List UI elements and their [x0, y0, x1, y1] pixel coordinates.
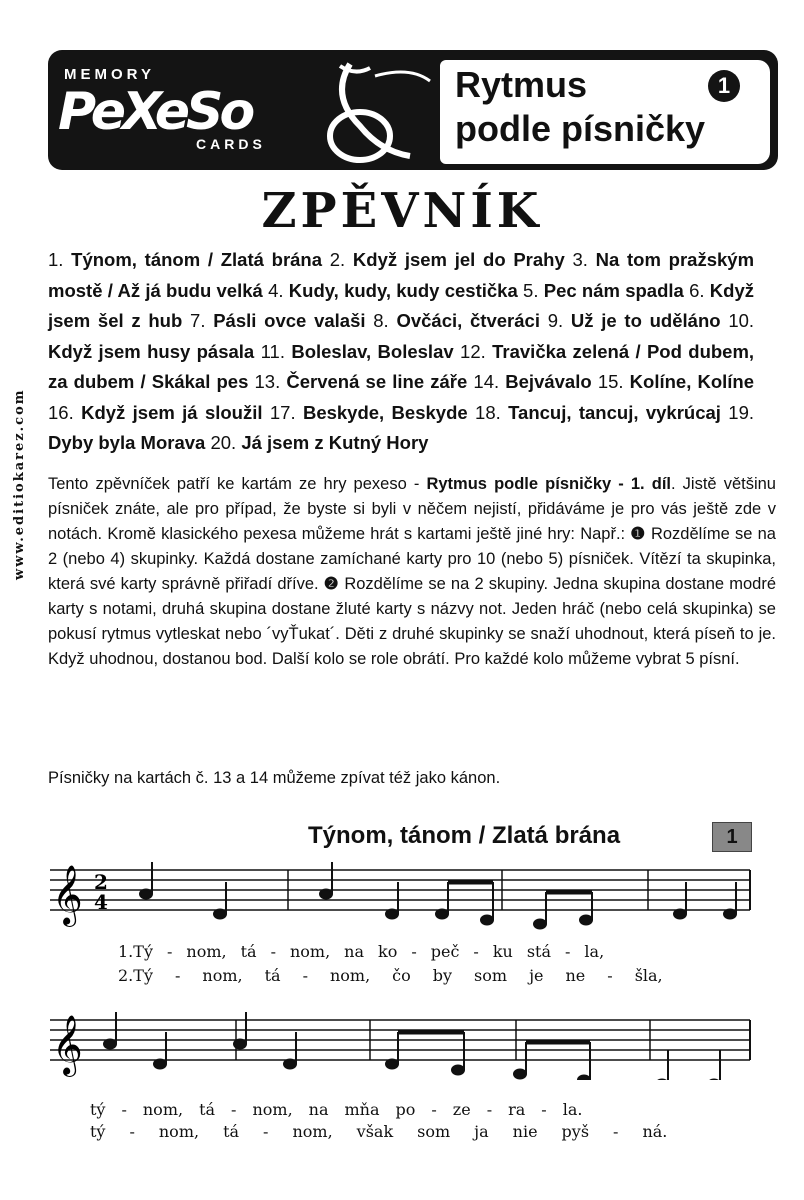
lyric-syllable: -: [174, 966, 181, 985]
lyric-syllable: tá: [264, 966, 281, 985]
lyric-syllable: tá: [223, 1122, 240, 1141]
lyric-syllable: stá: [526, 942, 552, 961]
lyric-syllable: 1.Tý: [118, 942, 153, 961]
lyric-syllable: nom,: [292, 1122, 333, 1141]
song-number: 17.: [269, 401, 303, 423]
treble-clef-icon-2: 𝄞: [52, 1015, 83, 1075]
song-number: 14.: [473, 371, 506, 392]
song-title-item: Pec nám spadla: [543, 279, 684, 301]
lyric-syllable: nom,: [158, 1122, 200, 1141]
lyric-syllable: ko: [378, 942, 398, 961]
lyric-syllable: som: [474, 966, 508, 985]
song-number: 20.: [210, 432, 242, 453]
description-game-1: Rozdělíme se na 2 (nebo 4) skupinky. Každá dostane zamíchané karty pro 10 (nebo 5) písniček. Vítězí ta skupinka, která své karty správně přiřadí dříve.: [48, 525, 776, 593]
marker-two: ❷: [323, 575, 340, 593]
description-title: Rytmus podle písničky - 1. díl: [426, 475, 671, 493]
lyric-syllable: tá: [240, 942, 257, 961]
canon-note: Písničky na kartách č. 13 a 14 můžeme zpívat též jako kánon.: [48, 769, 501, 787]
lyrics-row1-line1: [118, 942, 618, 961]
lyric-syllable: som: [417, 1122, 451, 1141]
lyric-syllable: -: [613, 1122, 619, 1141]
lyric-syllable: však: [356, 1122, 394, 1141]
song-number: 5.: [523, 279, 544, 301]
lyric-syllable: na: [344, 942, 365, 961]
lyric-syllable: ná.: [642, 1122, 668, 1141]
part-number-badge: 1: [708, 70, 740, 102]
music-staff-2: [50, 1010, 760, 1080]
song-title-item: Dyby byla Morava: [48, 432, 206, 453]
song-title-item: Beskyde, Beskyde: [302, 401, 468, 423]
lyric-syllable: -: [121, 1100, 127, 1119]
song-number: 9.: [547, 310, 571, 331]
song-title: Týnom, tánom / Zlatá brána: [308, 822, 621, 849]
lyric-syllable: la,: [584, 942, 605, 961]
lyric-syllable: ra: [508, 1100, 526, 1119]
lyric-syllable: po: [395, 1100, 416, 1119]
side-url: www.editiokarez.com: [12, 388, 27, 580]
song-title-item: Červená se line záře: [286, 371, 468, 392]
lyric-syllable: -: [129, 1122, 135, 1141]
lyric-syllable: -: [166, 942, 173, 961]
song-number: 10.: [728, 310, 755, 331]
lyric-syllable: nie: [512, 1122, 538, 1141]
song-number: 6.: [689, 279, 710, 301]
lyric-syllable: -: [231, 1100, 237, 1119]
description-game-2: Rozdělíme se na 2 skupiny. Jedna skupina dostane modré karty s notami, druhá skupina dostane žluté karty s názvy not. Jeden hráč (nebo celá skupinka) se pokusí rytmus vytleskat nebo ´vyŤukat´. Děti z druhé skupinky se snaží uhodnout, která píseň to je. Když uhodnou, dostanou bod. Další kolo se role obrátí. Pro každé kolo můžeme vybrat 5 písní.: [48, 575, 777, 668]
lyric-syllable: ze: [452, 1100, 471, 1119]
title-line-2: podle písničky: [455, 108, 706, 149]
lyric-syllable: by: [432, 966, 453, 985]
song-title-item: Tancuj, tancuj, vykrúcaj: [508, 401, 721, 423]
song-title-item: Když jsem jel do Prahy: [352, 249, 565, 270]
song-title-item: Pásli ovce valaši: [213, 310, 366, 331]
lyric-syllable: nom,: [252, 1100, 293, 1119]
lyric-syllable: čo: [392, 966, 411, 985]
song-title-item: Už je to uděláno: [570, 310, 721, 331]
song-number: 1.: [48, 249, 72, 270]
lyric-syllable: -: [302, 966, 308, 985]
lyric-syllable: 2.Tý: [118, 966, 153, 985]
lyric-syllable: -: [263, 1122, 269, 1141]
song-title-item: Já jsem z Kutný Hory: [241, 432, 429, 453]
title-line-1: Rytmus: [455, 64, 588, 105]
horn-icon: [300, 56, 440, 166]
song-number: 11.: [260, 340, 292, 362]
lyric-syllable: -: [270, 942, 276, 961]
lyric-syllable: tý: [90, 1122, 106, 1141]
song-number: 8.: [373, 310, 397, 331]
lyric-syllable: -: [473, 942, 479, 961]
lyric-syllable: nom,: [329, 966, 371, 985]
song-number-badge: 1: [712, 822, 752, 852]
lyric-syllable: mňa: [344, 1100, 380, 1119]
lyric-syllable: nom,: [186, 942, 227, 961]
song-number: 2.: [329, 249, 353, 270]
svg-text:2: 2: [94, 870, 108, 894]
lyric-syllable: ne: [565, 966, 586, 985]
song-title-item: Boleslav, Boleslav: [291, 340, 454, 362]
description-text: . Jistě většinu písniček znáte, ale pro případ, že byste si byli v něčem nejistí, přidáváme je pro vás ještě zde v notách. Kromě klasického pexesa můžeme hrát s kartami ještě jiné hry: Např.:: [48, 475, 776, 543]
lyric-syllable: pyš: [561, 1122, 590, 1141]
lyric-syllable: tá: [199, 1100, 216, 1119]
lyric-syllable: la.: [562, 1100, 583, 1119]
song-title-item: Kolíne, Kolíne: [629, 371, 755, 392]
lyric-syllable: ja: [474, 1122, 489, 1141]
logo-cards-text: CARDS: [196, 136, 266, 152]
lyric-syllable: je: [529, 966, 544, 985]
description-intro: Tento zpěvníček patří ke kartám ze hry pexeso -: [48, 475, 427, 493]
lyric-syllable: peč: [430, 942, 460, 961]
page-heading: ZPĚVNÍK: [261, 183, 543, 239]
lyrics-row2-line1: [90, 1100, 598, 1119]
lyric-syllable: -: [411, 942, 417, 961]
song-title-item: Bejvávalo: [505, 371, 592, 392]
song-number: 15.: [597, 371, 630, 392]
song-title-item: Když jsem já sloužil: [81, 401, 263, 423]
lyric-syllable: ku: [492, 942, 513, 961]
lyric-syllable: na: [308, 1100, 329, 1119]
lyric-syllable: tý: [90, 1100, 106, 1119]
song-list: [48, 245, 754, 459]
song-title-item: Ovčáci, čtveráci: [396, 310, 540, 331]
song-title-item: Travička zelená / Pod dubem, za dubem / Skákal pes: [48, 340, 755, 392]
treble-clef-icon: 𝄞: [52, 865, 83, 925]
lyric-syllable: nom,: [289, 942, 331, 961]
lyric-syllable: -: [607, 966, 613, 985]
logo-memory-text: MEMORY: [64, 66, 155, 83]
lyric-syllable: šla,: [634, 966, 663, 985]
lyric-syllable: nom,: [142, 1100, 184, 1119]
lyrics-row1-line2: [118, 966, 685, 985]
song-number: 3.: [572, 249, 596, 270]
song-title-item: Týnom, tánom / Zlatá brána: [71, 249, 323, 270]
song-number: 18.: [475, 401, 509, 423]
pexeso-logo: PeXeSo: [58, 82, 252, 142]
lyric-syllable: nom,: [202, 966, 243, 985]
lyric-syllable: -: [431, 1100, 437, 1119]
song-title-item: Na tom pražským mostě / Až já budu velká: [48, 249, 755, 301]
lyric-syllable: -: [541, 1100, 547, 1119]
song-title-item: Kudy, kudy, kudy cestička: [288, 279, 518, 301]
song-title-item: Když jsem husy pásala: [48, 340, 255, 362]
marker-one: ❶: [630, 525, 646, 543]
music-staff-1: [50, 860, 760, 930]
song-number: 4.: [268, 279, 289, 301]
song-number: 7.: [190, 310, 214, 331]
song-number: 16.: [48, 401, 82, 423]
song-number: 12.: [460, 340, 493, 362]
lyric-syllable: -: [565, 942, 571, 961]
lyrics-row2-line2: [90, 1122, 691, 1141]
lyric-syllable: -: [486, 1100, 493, 1119]
song-title-item: Když jsem šel z hub: [48, 279, 754, 331]
description: [48, 472, 776, 672]
svg-text:4: 4: [94, 890, 108, 914]
song-number: 19.: [728, 401, 754, 423]
song-number: 13.: [254, 371, 287, 392]
